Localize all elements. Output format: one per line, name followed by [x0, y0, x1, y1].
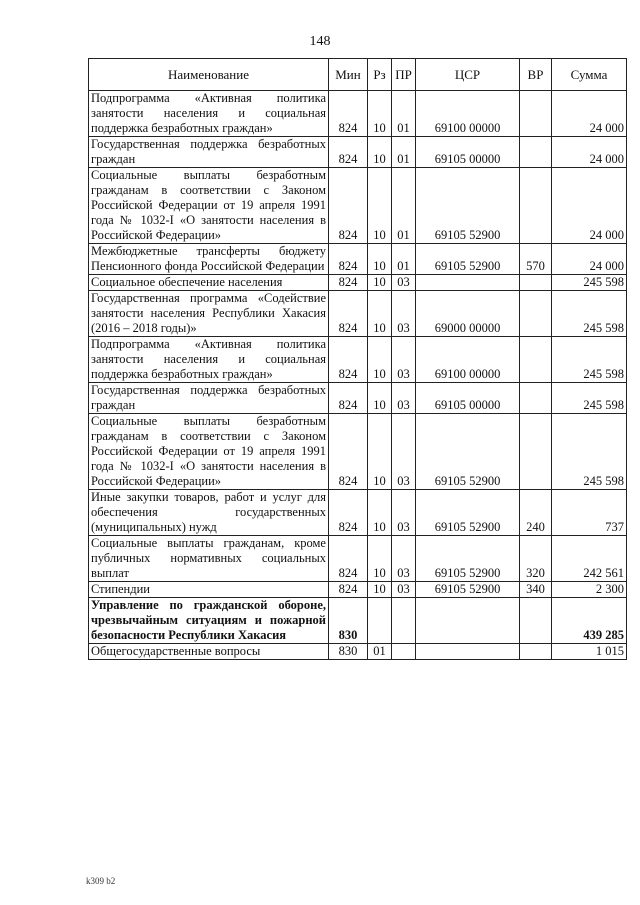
table-row — [89, 414, 627, 490]
cell-csr: 69100 00000 — [416, 337, 520, 383]
cell-min: 830 — [329, 598, 368, 644]
cell-rz: 10 — [368, 337, 392, 383]
cell-pr — [392, 598, 416, 644]
cell-sum: 245 598 — [552, 291, 627, 337]
table-body — [89, 91, 627, 660]
cell-vr — [520, 644, 552, 660]
cell-csr: 69105 00000 — [416, 137, 520, 168]
cell-min: 824 — [329, 137, 368, 168]
cell-rz: 10 — [368, 291, 392, 337]
cell-rz: 10 — [368, 168, 392, 244]
cell-csr: 69105 52900 — [416, 414, 520, 490]
cell-rz: 10 — [368, 414, 392, 490]
table-row — [89, 490, 627, 536]
header-vr: ВР — [520, 59, 552, 91]
cell-pr — [392, 644, 416, 660]
table-row — [89, 582, 627, 598]
cell-rz: 10 — [368, 582, 392, 598]
cell-sum: 24 000 — [552, 244, 627, 275]
cell-pr: 03 — [392, 337, 416, 383]
cell-min: 824 — [329, 383, 368, 414]
header-sum: Сумма — [552, 59, 627, 91]
cell-vr — [520, 168, 552, 244]
cell-vr — [520, 91, 552, 137]
header-name: Наименование — [89, 59, 329, 91]
cell-rz: 10 — [368, 137, 392, 168]
cell-rz: 10 — [368, 536, 392, 582]
cell-rz: 10 — [368, 244, 392, 275]
cell-vr — [520, 291, 552, 337]
cell-vr — [520, 137, 552, 168]
cell-pr: 01 — [392, 137, 416, 168]
cell-sum: 2 300 — [552, 582, 627, 598]
cell-sum: 242 561 — [552, 536, 627, 582]
cell-sum: 24 000 — [552, 168, 627, 244]
page-number: 148 — [309, 34, 331, 49]
header-min: Мин — [329, 59, 368, 91]
cell-sum: 24 000 — [552, 91, 627, 137]
cell-sum: 245 598 — [552, 275, 627, 291]
cell-name: Социальное обеспечение населения — [89, 275, 329, 291]
cell-csr: 69000 00000 — [416, 291, 520, 337]
cell-pr: 01 — [392, 244, 416, 275]
cell-vr: 320 — [520, 536, 552, 582]
budget-table — [88, 58, 627, 660]
footer-code: k309 b2 — [86, 876, 116, 886]
cell-pr: 03 — [392, 490, 416, 536]
cell-rz: 10 — [368, 490, 392, 536]
cell-name: Подпрограмма «Активная политика занятости населения и социальная поддержка безработных граждан» — [89, 91, 329, 137]
cell-sum: 245 598 — [552, 383, 627, 414]
cell-csr — [416, 598, 520, 644]
table-row — [89, 137, 627, 168]
cell-name: Межбюджетные трансферты бюджету Пенсионного фонда Российской Федерации — [89, 244, 329, 275]
header-csr: ЦСР — [416, 59, 520, 91]
cell-name: Социальные выплаты безработным гражданам в соответствии с Законом Российской Федерации от 19 апреля 1991 года № 1032-I «О занятости населения в Российской Федерации» — [89, 414, 329, 490]
cell-pr: 03 — [392, 414, 416, 490]
cell-vr — [520, 337, 552, 383]
cell-vr — [520, 383, 552, 414]
table-row — [89, 383, 627, 414]
cell-pr: 03 — [392, 291, 416, 337]
cell-csr: 69100 00000 — [416, 91, 520, 137]
cell-name: Социальные выплаты безработным гражданам в соответствии с Законом Российской Федерации от 19 апреля 1991 года № 1032-I «О занятости населения в Российской Федерации» — [89, 168, 329, 244]
cell-min: 824 — [329, 337, 368, 383]
table-row — [89, 536, 627, 582]
cell-rz: 01 — [368, 644, 392, 660]
cell-pr: 03 — [392, 536, 416, 582]
cell-vr: 240 — [520, 490, 552, 536]
cell-csr — [416, 275, 520, 291]
table-row — [89, 598, 627, 644]
cell-csr — [416, 644, 520, 660]
cell-vr — [520, 598, 552, 644]
cell-rz: 10 — [368, 91, 392, 137]
cell-csr: 69105 52900 — [416, 168, 520, 244]
table-header-row — [89, 59, 627, 91]
cell-min: 830 — [329, 644, 368, 660]
cell-min: 824 — [329, 582, 368, 598]
cell-vr: 340 — [520, 582, 552, 598]
cell-sum: 245 598 — [552, 414, 627, 490]
cell-name: Стипендии — [89, 582, 329, 598]
cell-min: 824 — [329, 414, 368, 490]
cell-rz: 10 — [368, 383, 392, 414]
cell-name: Общегосударственные вопросы — [89, 644, 329, 660]
cell-csr: 69105 52900 — [416, 490, 520, 536]
cell-name: Управление по гражданской обороне, чрезвычайным ситуациям и пожарной безопасности Республики Хакасия — [89, 598, 329, 644]
cell-min: 824 — [329, 91, 368, 137]
cell-min: 824 — [329, 291, 368, 337]
cell-csr: 69105 52900 — [416, 244, 520, 275]
cell-min: 824 — [329, 490, 368, 536]
table-row — [89, 168, 627, 244]
cell-sum: 737 — [552, 490, 627, 536]
table-row — [89, 244, 627, 275]
table-row — [89, 337, 627, 383]
cell-pr: 03 — [392, 582, 416, 598]
cell-vr — [520, 414, 552, 490]
cell-csr: 69105 52900 — [416, 582, 520, 598]
cell-pr: 03 — [392, 383, 416, 414]
cell-min: 824 — [329, 244, 368, 275]
header-rz: Рз — [368, 59, 392, 91]
cell-name: Иные закупки товаров, работ и услуг для обеспечения государственных (муниципальных) нужд — [89, 490, 329, 536]
cell-rz — [368, 598, 392, 644]
table-row — [89, 91, 627, 137]
cell-csr: 69105 52900 — [416, 536, 520, 582]
cell-name: Подпрограмма «Активная политика занятости населения и социальная поддержка безработных граждан» — [89, 337, 329, 383]
cell-pr: 01 — [392, 168, 416, 244]
table-row — [89, 275, 627, 291]
header-pr: ПР — [392, 59, 416, 91]
cell-sum: 1 015 — [552, 644, 627, 660]
cell-sum: 24 000 — [552, 137, 627, 168]
cell-name: Социальные выплаты гражданам, кроме публичных нормативных социальных выплат — [89, 536, 329, 582]
cell-name: Государственная поддержка безработных граждан — [89, 137, 329, 168]
cell-min: 824 — [329, 536, 368, 582]
table-row — [89, 291, 627, 337]
cell-min: 824 — [329, 168, 368, 244]
cell-sum: 439 285 — [552, 598, 627, 644]
cell-vr: 570 — [520, 244, 552, 275]
cell-min: 824 — [329, 275, 368, 291]
cell-name: Государственная поддержка безработных граждан — [89, 383, 329, 414]
table-row — [89, 644, 627, 660]
cell-name: Государственная программа «Содействие занятости населения Республики Хакасия (2016 – 2018 годы)» — [89, 291, 329, 337]
cell-vr — [520, 275, 552, 291]
cell-pr: 03 — [392, 275, 416, 291]
cell-rz: 10 — [368, 275, 392, 291]
cell-csr: 69105 00000 — [416, 383, 520, 414]
cell-pr: 01 — [392, 91, 416, 137]
cell-sum: 245 598 — [552, 337, 627, 383]
